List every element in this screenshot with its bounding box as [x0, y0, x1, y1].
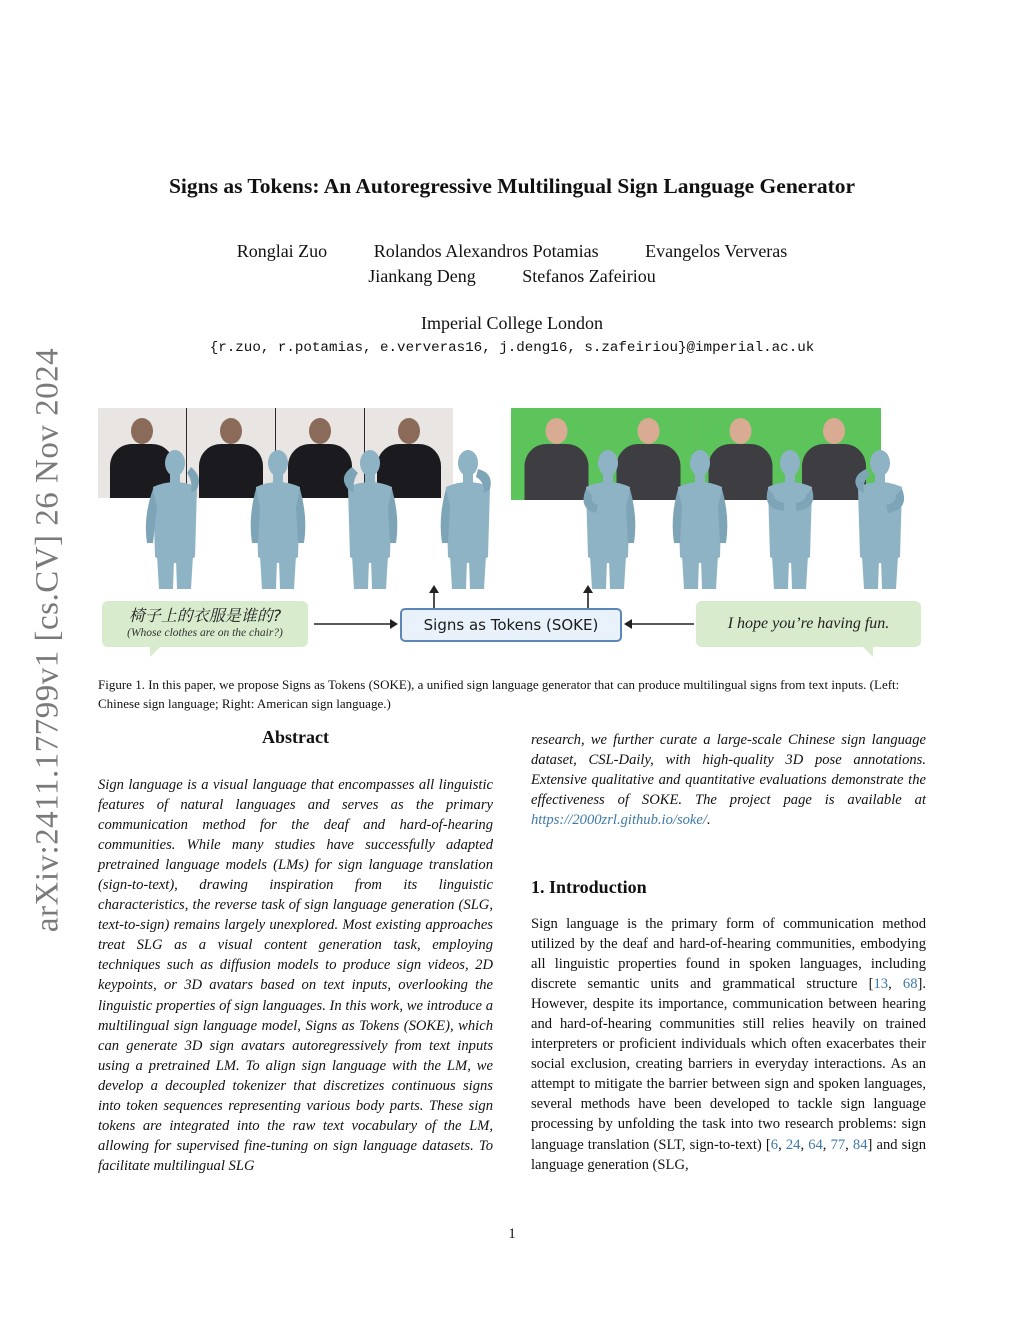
avatar-figure	[848, 447, 912, 589]
soke-model-box: Signs as Tokens (SOKE)	[400, 608, 622, 642]
author-emails: {r.zuo, r.potamias, e.ververas16, j.deng16, s.zafeiriou}@imperial.ac.uk	[209, 340, 815, 356]
author-name: Ronglai Zuo	[236, 241, 328, 261]
avatar-figure	[576, 447, 640, 589]
arrow-right-icon	[310, 610, 400, 640]
avatar-figure	[338, 447, 402, 589]
affiliation: Imperial College London	[421, 313, 603, 333]
citation-link[interactable]: 6	[770, 1136, 779, 1153]
abstract-heading: Abstract	[262, 727, 329, 747]
project-page-link[interactable]: https://2000zrl.github.io/soke/	[531, 812, 707, 828]
author-name: Evangelos Ververas	[645, 241, 788, 261]
author-list-line-2	[0, 266, 1024, 287]
author-name: Stefanos Zafeiriou	[522, 266, 656, 286]
avatar-figure	[758, 447, 822, 589]
link-suffix: .	[706, 812, 711, 828]
english-input-text: I hope you’re having fun.	[727, 615, 890, 632]
avatar-figure	[668, 447, 732, 589]
intro-text: ] and sign language generation (SLG,	[531, 1136, 927, 1173]
avatar-figure	[246, 447, 310, 589]
page-number: 1	[508, 1226, 516, 1242]
chinese-text-bubble	[102, 601, 308, 647]
avatar-figure	[436, 447, 500, 589]
arrow-left-icon	[622, 610, 696, 640]
paper-title: Signs as Tokens: An Autoregressive Multilingual Sign Language Generator	[168, 174, 856, 198]
citation-link[interactable]: 84	[852, 1136, 868, 1153]
author-name: Jiankang Deng	[368, 266, 476, 286]
introduction-paragraph: Sign language is the primary form of communication method utilized by the deaf and hard-of-hearing communities, embodying all linguistic properties found in spoken languages, including discrete semantic units and grammatical structure [13, 68]. However, despite its importance, communication between hearing and hard-of-hearing communities still relies heavily on trained interpreters or proficient individuals which often exacerbates their social exclusion, creating barriers in everyday interactions. As an attempt to mitigate the barrier between sign and spoken languages, several methods have been developed to tackle sign language processing by unfolding the task into two research problems: sign language translation (SLT, sign-to-text) [6, 24, 64, 77, 84] and sign language generation (SLG,	[531, 916, 927, 1173]
citation-link[interactable]: 13	[873, 976, 889, 993]
author-name: Rolandos Alexandros Potamias	[373, 241, 599, 261]
citation-link[interactable]: 24	[785, 1136, 801, 1153]
chinese-translation: (Whose clothes are on the chair?)	[127, 627, 283, 639]
figure-1	[98, 405, 926, 655]
citation-link[interactable]: 64	[808, 1136, 823, 1153]
avatar-figure	[143, 447, 207, 589]
arxiv-stamp: arXiv:2411.17799v1 [cs.CV] 26 Nov 2024	[29, 347, 66, 933]
citation-link[interactable]: 77	[830, 1136, 846, 1153]
intro-text: ]. However, despite its importance, communication between hearing and hard-of-hearing communities still relies heavily on trained interpreters or proficient individuals which often exacerbates their social exclusion, creating barriers in everyday interactions. As an attempt to mitigate the barrier between sign and spoken languages, several methods have been developed to tackle sign language processing by unfolding the task into two research problems: sign language translation (SLT, sign-to-text) [	[531, 976, 926, 1153]
abstract-text: Sign language is a visual language that encompasses all linguistic features of natural languages and serves as the primary communication method for the deaf and hard-of-hearing communities. While many studies have successfully adapted pretrained language models (LMs) for sign language translation (sign-to-text), drawing inspiration from its linguistic characteristics, the reverse task of sign language generation (SLG, text-to-sign) remains largely unexplored. Most existing approaches treat SLG as a visual content generation task, employing techniques such as diffusion models to produce sign videos, 2D keypoints, or 3D avatars based on text inputs, overlooking the linguistic properties of sign languages. In this work, we introduce a multilingual sign language model, Signs as Tokens (SOKE), which can generate 3D sign avatars autoregressively from text inputs using a pretrained LM. To align sign language with the LM, we develop a decoupled tokenizer that discretizes continuous signs into token sequences representing various body parts. These sign tokens are integrated into the raw text vocabulary of the LM, allowing for supervised fine-tuning on sign language datasets. To facilitate multilingual SLG	[98, 777, 493, 1174]
section-heading-introduction: 1. Introduction	[531, 877, 647, 897]
abstract-continued-text: research, we further curate a large-scale Chinese sign language dataset, CSL-Daily, with high-quality 3D pose annotations. Extensive qualitative and quantitative evaluations demonstrate the effectiveness of SOKE. The project page is available at	[531, 732, 926, 808]
figure-caption: Figure 1. In this paper, we propose Signs as Tokens (SOKE), a unified sign language generator that can produce multilingual signs from text inputs. (Left: Chinese sign language; Right: American sign language.)	[98, 677, 900, 711]
author-list-line-1	[0, 241, 1024, 262]
english-text-bubble	[696, 601, 921, 647]
abstract-text-continued	[531, 730, 926, 830]
chinese-input-text: 椅子上的衣服是谁的?	[128, 606, 282, 625]
intro-text: Sign language is the primary form of communication method utilized by the deaf and hard-of-hearing communities, embodying all linguistic properties found in spoken languages, including discrete semantic units and grammatical structure [	[531, 916, 926, 993]
citation-link[interactable]: 68	[902, 976, 918, 993]
